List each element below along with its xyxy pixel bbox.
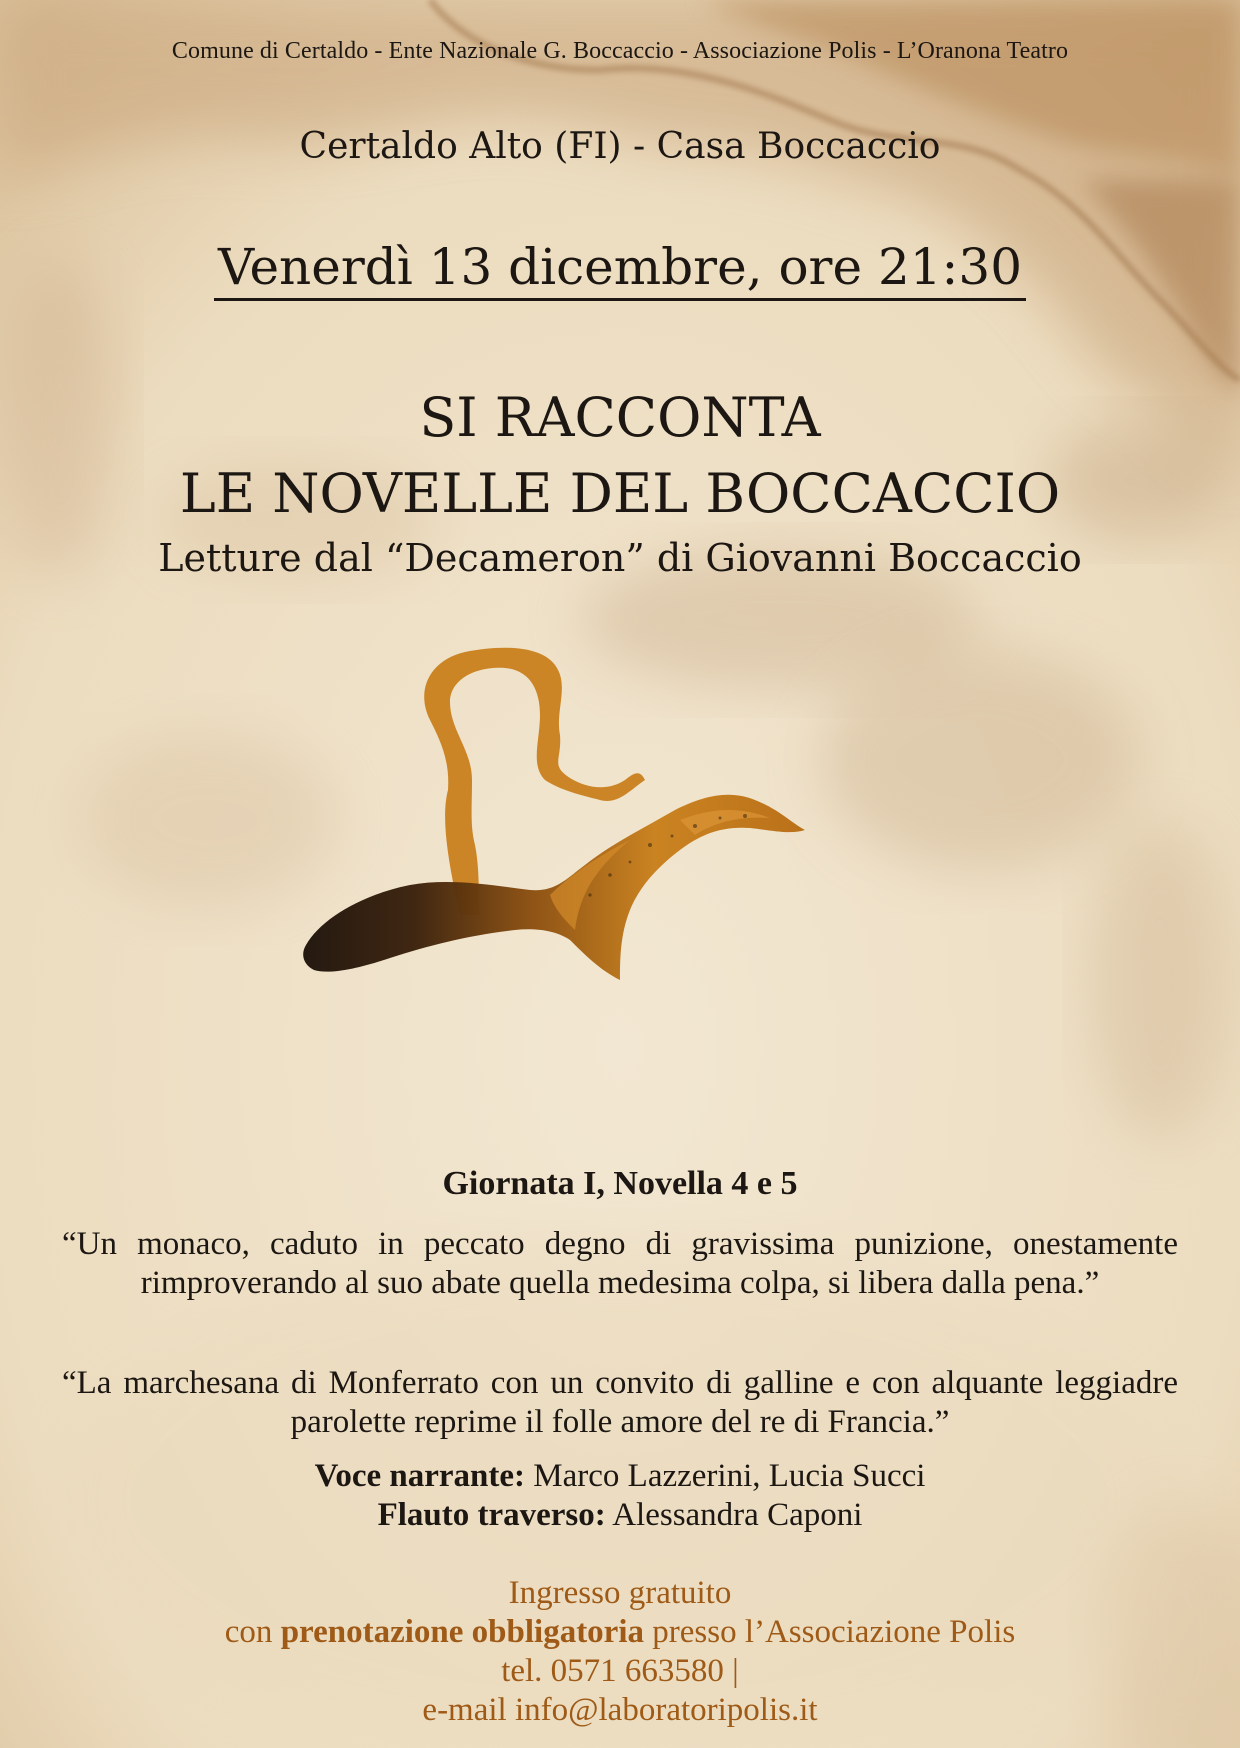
title-line-2: LE NOVELLE DEL BOCCACCIO [179,462,1061,525]
event-date: Venerdì 13 dicembre, ore 21:30 [214,238,1026,301]
event-date-wrapper [0,238,1240,301]
info-entry: Ingresso gratuito [508,1575,732,1611]
info-booking-bold: prenotazione obbligatoria [280,1614,644,1650]
info-booking [0,1614,1240,1651]
credit-voice-label: Voce narrante: [314,1458,526,1494]
novella-quote-1: “Un monaco, caduto in peccato degno di gravissima punizione, onestamente rimproverando al suo abate quella medesima colpa, si libera dalla pena.” [62,1226,1178,1301]
ink-brush-figure-icon [300,640,940,1110]
info-booking-prefix: con [224,1614,273,1650]
event-location: Certaldo Alto (FI) - Casa Boccaccio [299,126,941,167]
info-booking-suffix: presso l’Associazione Polis [652,1614,1016,1650]
credit-voice [0,1458,1240,1495]
credit-flute-label: Flauto traverso: [377,1497,606,1533]
credit-voice-names: Marco Lazzerini, Lucia Succi [533,1458,926,1494]
title-line-1: SI RACCONTA [419,386,821,449]
figure-body-stroke [303,795,805,980]
credit-flute-name: Alessandra Caponi [612,1497,863,1533]
novella-quote-2: “La marchesana di Monferrato con un convito di galline e con alquante leggiadre parolette reprime il folle amore del re di Francia.” [62,1365,1178,1440]
credit-flute [0,1497,1240,1534]
giornata-heading: Giornata I, Novella 4 e 5 [442,1165,798,1202]
info-phone[interactable]: tel. 0571 663580 | [501,1653,739,1689]
organizers-line: Comune di Certaldo - Ente Nazionale G. Boccaccio - Associazione Polis - L’Oranona Teatro [171,38,1069,64]
subtitle: Letture dal “Decameron” di Giovanni Boccaccio [158,536,1082,580]
info-email[interactable]: e-mail info@laboratoripolis.it [422,1692,818,1728]
